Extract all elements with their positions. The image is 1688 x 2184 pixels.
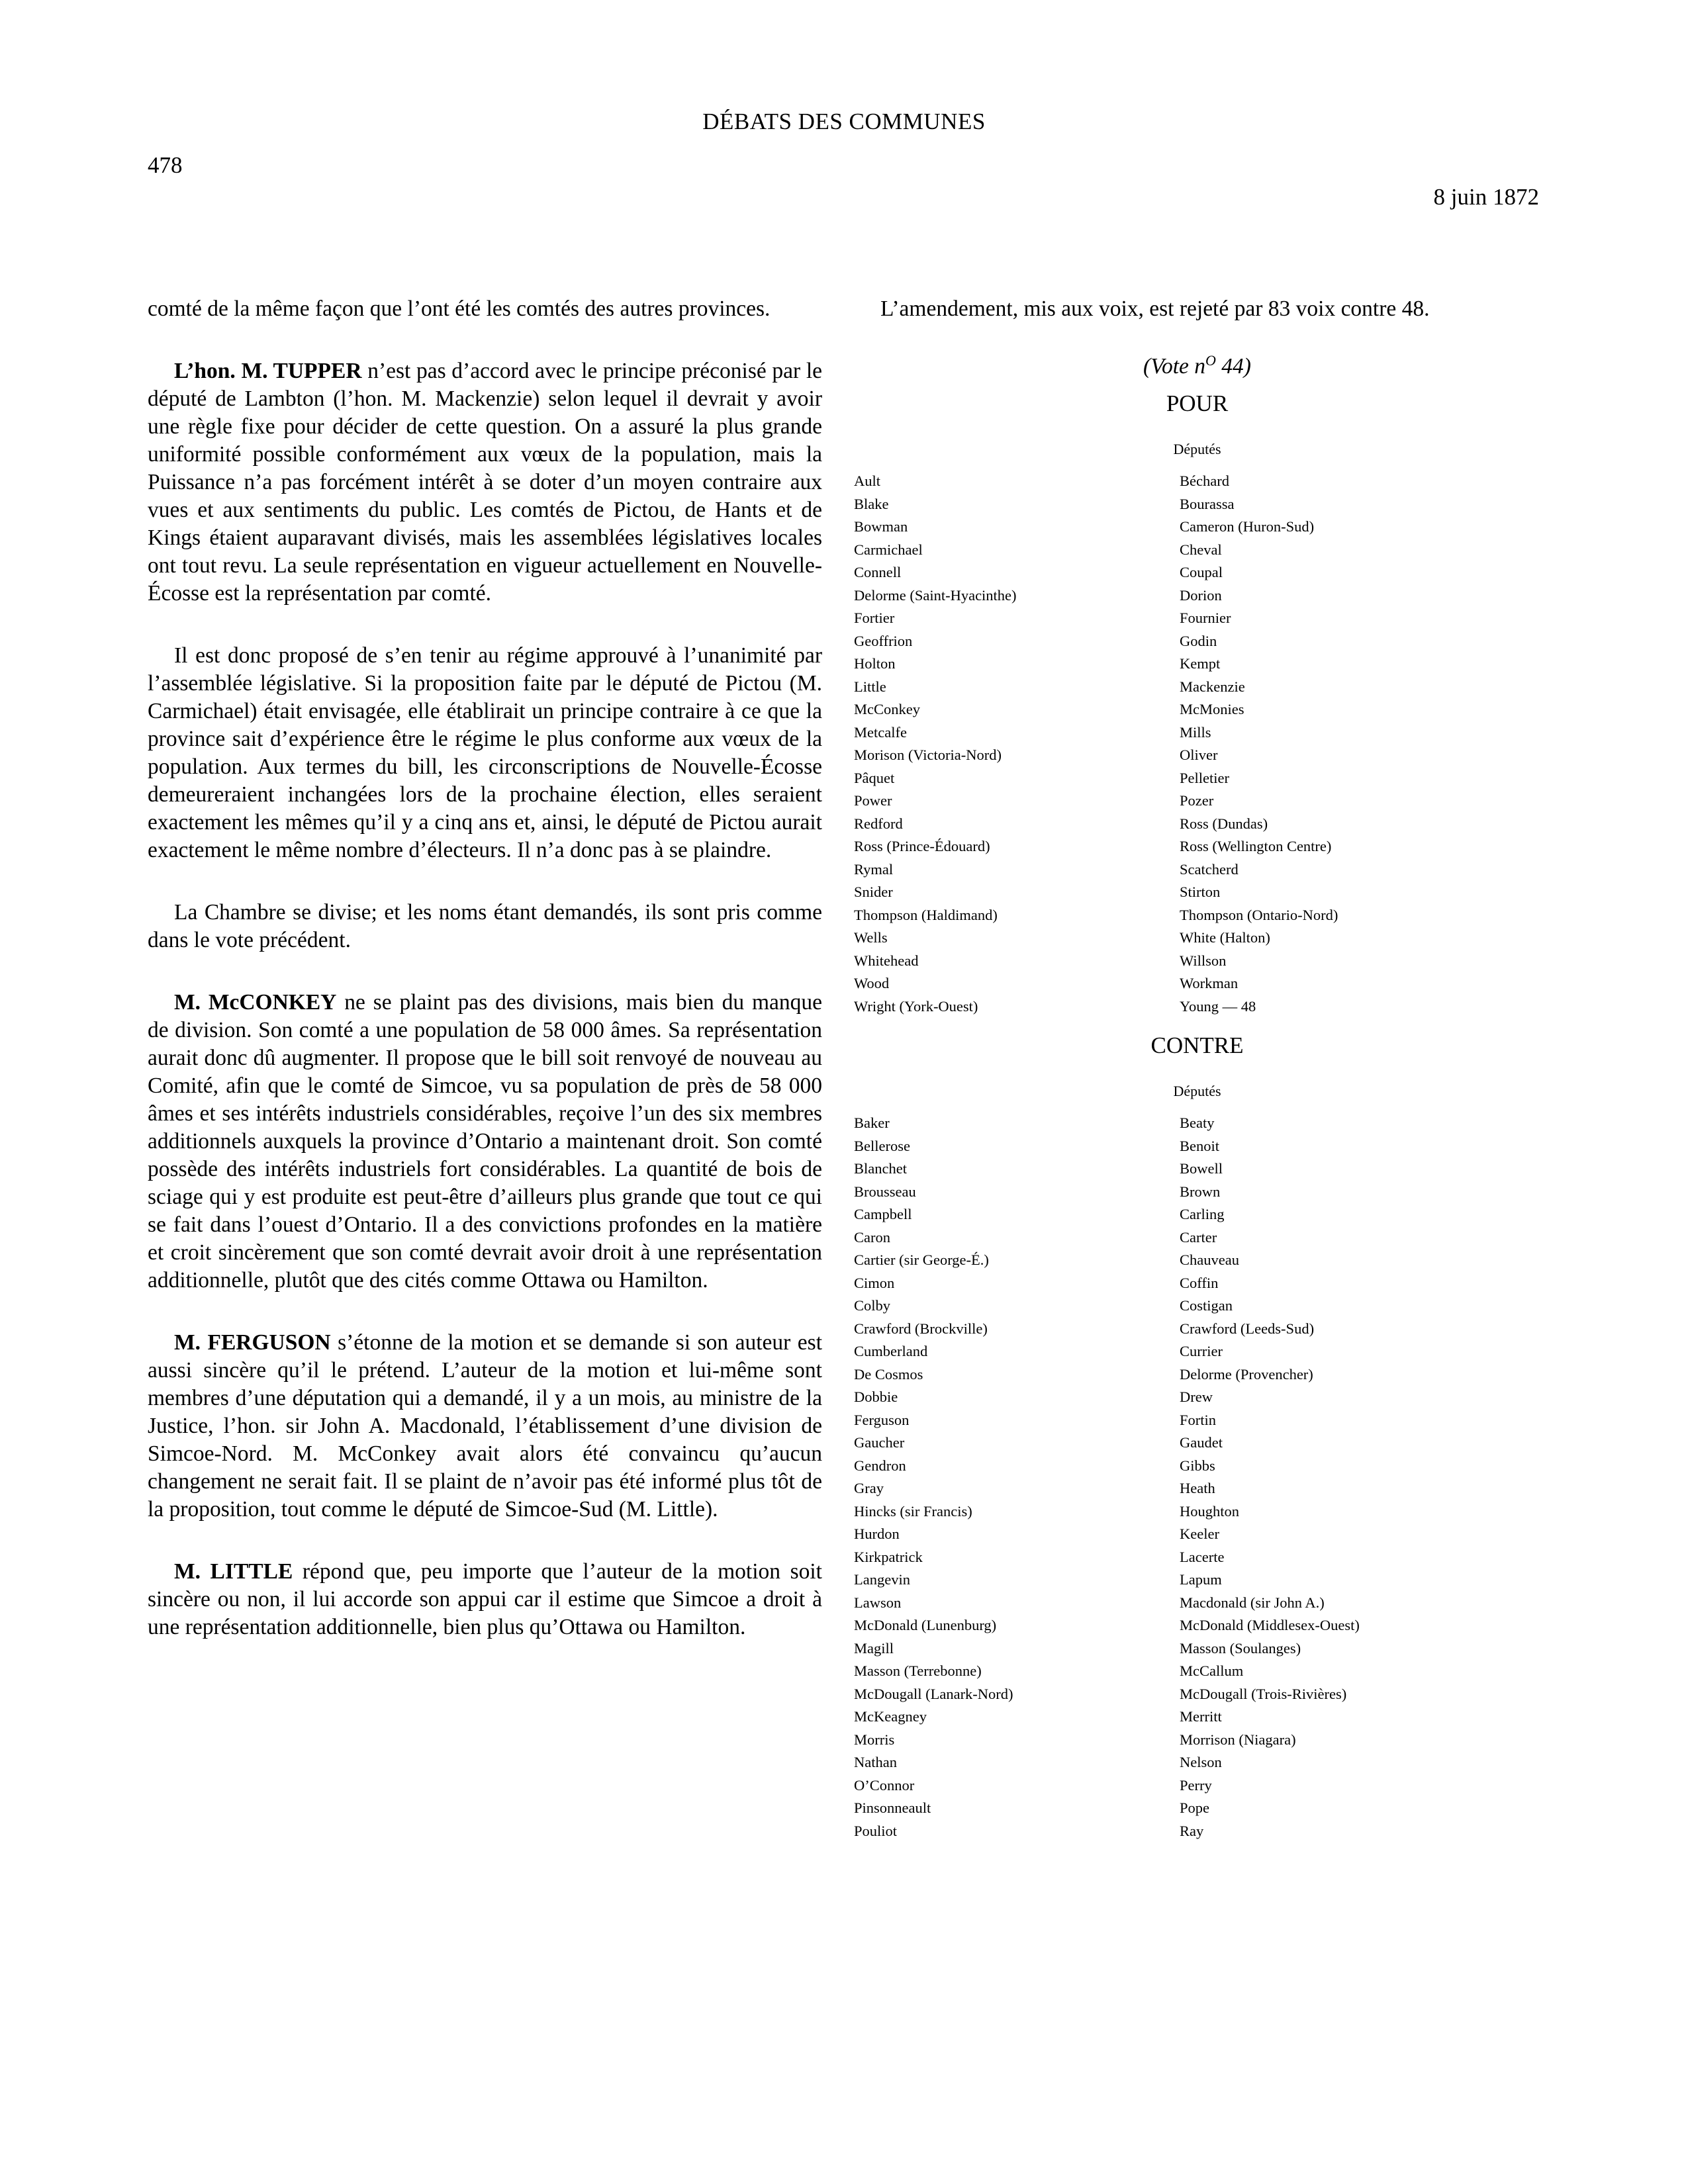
member-name: Workman (1180, 975, 1239, 991)
member-name: Willson (1180, 952, 1227, 969)
member-name: Wood (854, 975, 890, 991)
member-name: Stirton (1180, 884, 1221, 900)
member-name: Pelletier (1180, 769, 1229, 786)
member-name: O’Connor (854, 1776, 915, 1794)
member-name: Crawford (Brockville) (854, 1320, 988, 1337)
member-name: Cartier (sir George-É.) (854, 1251, 989, 1268)
paragraph: La Chambre se divise; et les noms étant demandés, ils sont pris comme dans le vote précédent. (148, 900, 822, 952)
member-name: Delorme (Saint-Hyacinthe) (854, 586, 1017, 604)
member-name: McConkey (854, 701, 920, 717)
member-name: Scatcherd (1180, 860, 1239, 878)
member-name: Geoffrion (854, 632, 913, 649)
member-name: Gaudet (1180, 1434, 1223, 1451)
member-name: Carmichael (854, 541, 923, 558)
member-name: Kirkpatrick (854, 1548, 923, 1565)
member-name: Thompson (Haldimand) (854, 906, 998, 923)
member-name: Hurdon (854, 1525, 900, 1542)
member-name: Fortier (854, 610, 895, 626)
member-name: Baker (854, 1115, 890, 1131)
pour-list (854, 470, 1540, 1018)
member-name: Bowman (854, 518, 908, 535)
member-name: Wright (York-Ouest) (854, 997, 978, 1015)
pour-list-column-1 (854, 470, 1180, 1018)
member-name: McDonald (Lunenburg) (854, 1617, 997, 1633)
member-name: Carling (1180, 1206, 1225, 1222)
member-name: Crawford (Leeds-Sud) (1180, 1320, 1315, 1337)
speech-text: ne se plaint pas des divisions, mais bien du manque de division. Son comté a une population de 58 000 âmes. Sa représentation aurait donc dû augmenter. Il propose que le bill soit renvoyé de nouveau au Comité, afin que le comté de Simcoe, vu sa population de près de 58 000 âmes et ses intérêts industriels considérables, reçoive l’un des six membres additionnels auxquels la province d’Ontario a maintenant droit. Son comté possède des intérêts industriels fort considérables. La quantité de bois de sciage qui y est produite est peut-être d’ailleurs plus grande que tout ce qui se fait dans l’ouest d’Ontario. Il a des convictions profondes en la matière et croit sincèrement que son comté devrait avoir droit à une représentation additionnelle, plutôt que des cités comme Ottawa ou Hamilton. (148, 990, 822, 1293)
member-name: Ross (Prince-Édouard) (854, 838, 990, 854)
member-name: Gendron (854, 1457, 906, 1474)
pour-heading: POUR (1166, 390, 1229, 416)
member-name: Kempt (1180, 655, 1221, 672)
vote-number-suffix: 44) (1215, 354, 1251, 379)
paragraph: comté de la même façon que l’ont été les comtés des autres provinces. (148, 296, 771, 321)
member-name: Brown (1180, 1183, 1221, 1200)
member-name: McDougall (Lanark-Nord) (854, 1685, 1013, 1702)
member-name: Drew (1180, 1388, 1213, 1405)
member-name: Morrison (Niagara) (1180, 1731, 1296, 1748)
member-name: Connell (854, 564, 902, 580)
member-name: Nelson (1180, 1754, 1222, 1770)
member-name: Thompson (Ontario-Nord) (1180, 906, 1338, 923)
member-name: Chauveau (1180, 1251, 1239, 1268)
right-column (854, 295, 1540, 1843)
page-number: 478 (148, 152, 183, 178)
member-name: Dobbie (854, 1388, 898, 1405)
member-name: Heath (1180, 1480, 1215, 1496)
member-name: Cimon (854, 1274, 895, 1291)
member-name: Young — 48 (1180, 997, 1256, 1015)
member-name: De Cosmos (854, 1365, 923, 1383)
member-name: Caron (854, 1228, 890, 1246)
member-name: Holton (854, 655, 896, 672)
member-name: Costigan (1180, 1297, 1233, 1314)
member-name: Cameron (Huron-Sud) (1180, 518, 1315, 535)
member-name: Beaty (1180, 1115, 1215, 1131)
member-name: Cumberland (854, 1343, 928, 1359)
member-name: Gaucher (854, 1434, 905, 1451)
member-name: Delorme (Provencher) (1180, 1365, 1313, 1383)
contre-subheading: Députés (1173, 1083, 1221, 1099)
speaker-name: M. McCONKEY (174, 990, 337, 1015)
member-name: Currier (1180, 1343, 1223, 1359)
member-name: Keeler (1180, 1525, 1219, 1542)
member-name: Carter (1180, 1228, 1217, 1246)
member-name: Magill (854, 1639, 894, 1657)
member-name: Wells (854, 929, 888, 946)
member-name: Perry (1180, 1776, 1212, 1794)
member-name: Little (854, 678, 886, 695)
member-name: Blanchet (854, 1160, 907, 1177)
member-name: Ross (Dundas) (1180, 815, 1268, 832)
paragraph (148, 989, 822, 1295)
contre-list (854, 1112, 1540, 1843)
member-name: Lacerte (1180, 1548, 1225, 1565)
member-name: Houghton (1180, 1502, 1239, 1520)
pour-list-column-2 (1180, 470, 1511, 1018)
member-name: Mills (1180, 723, 1211, 741)
member-name: Lawson (854, 1594, 902, 1611)
member-name: Mackenzie (1180, 678, 1245, 695)
member-name: Pâquet (854, 769, 895, 786)
member-name: Godin (1180, 632, 1217, 649)
member-name: Pinsonneault (854, 1799, 931, 1816)
speaker-name: M. LITTLE (174, 1559, 293, 1584)
member-name: Metcalfe (854, 723, 907, 741)
member-name: Masson (Terrebonne) (854, 1662, 982, 1679)
member-name: Colby (854, 1297, 891, 1314)
member-name: White (Halton) (1180, 929, 1270, 946)
pour-subheading: Députés (1173, 441, 1221, 457)
speech-text: s’étonne de la motion et se demande si son auteur est aussi sincère qu’il le prétend. L’auteur de la motion et lui-même sont membres d’une députation qui a demandé, il y a un mois, au ministre de la Justice, l’hon. sir John A. Macdonald, l’établissement d’une division de Simcoe-Nord. M. McConkey avait alors été convaincu qu’aucun changement ne serait fait. Il se plaint de n’avoir pas été informé plus tôt de la proposition, tout comme le député de Simcoe-Sud (M. Little). (148, 1330, 823, 1522)
speech-text: n’est pas d’accord avec le principe préconisé par le député de Lambton (l’hon. M. Mackenzie) selon lequel il devrait y avoir une règle fixe pour décider de cette question. On a assuré la plus grande uniformité possible conformément aux vœux de la population, mais la Puissance n’a pas forcément intérêt à se doter d’un moyen contraire aux vues et aux sentiments du public. Les comtés de Pictou, de Hants et de Kings étaient auparavant divisés, mais les assemblées législatives locales ont tout revu. La seule représentation en vigueur actuellement en Nouvelle-Écosse est la représentation par comté. (148, 359, 823, 606)
member-name: Bellerose (854, 1137, 910, 1154)
member-name: Morris (854, 1731, 895, 1748)
paragraph (148, 357, 822, 608)
member-name: Redford (854, 815, 903, 832)
speech-text: répond que, peu importe que l’auteur de la motion soit sincère ou non, il lui accorde son appui car il estime que Simcoe a droit à une représentation additionnelle, bien plus qu’Ottawa ou Hamilton. (148, 1559, 822, 1639)
paragraph: Il est donc proposé de s’en tenir au régime approuvé à l’unanimité par l’assemblée législative. Si la proposition faite par le député de Pictou (M. Carmichael) était envisagée, elle établirait un principe contraire à ce que la province sait d’expérience être le régime le plus conforme aux vœux de la population. Aux termes du bill, les circonscriptions de Nouvelle-Écosse demeureraient inchangées lors de la prochaine élection, elles seraient exactement les mêmes qu’il y a cinq ans et, ainsi, le député de Pictou aurait exactement le même nombre d’électeurs. Il n’a donc pas à se plaindre. (148, 643, 822, 862)
member-name: McMonies (1180, 701, 1244, 717)
member-name: Pope (1180, 1799, 1209, 1816)
member-name: Oliver (1180, 747, 1218, 763)
member-name: Bowell (1180, 1160, 1223, 1177)
member-name: McCallum (1180, 1662, 1244, 1679)
member-name: Gray (854, 1480, 884, 1496)
member-name: Dorion (1180, 586, 1222, 604)
member-name: Brousseau (854, 1183, 916, 1200)
running-title: DÉBATS DES COMMUNES (702, 109, 986, 134)
member-name: Morison (Victoria-Nord) (854, 747, 1002, 763)
member-name: Benoit (1180, 1137, 1219, 1154)
member-name: Cheval (1180, 541, 1222, 558)
member-name: Fournier (1180, 610, 1231, 626)
member-name: Fortin (1180, 1411, 1217, 1428)
member-name: Bourassa (1180, 495, 1235, 512)
member-name: Pouliot (854, 1822, 898, 1839)
member-name: Lapum (1180, 1571, 1222, 1588)
page-date: 8 juin 1872 (1433, 184, 1539, 210)
contre-heading: CONTRE (1150, 1032, 1244, 1058)
member-name: Campbell (854, 1206, 912, 1222)
speaker-name: M. FERGUSON (174, 1330, 331, 1355)
member-name: Nathan (854, 1754, 897, 1770)
member-name: McDonald (Middlesex-Ouest) (1180, 1617, 1360, 1633)
contre-list-column-2 (1180, 1112, 1511, 1843)
paragraph (148, 1329, 822, 1524)
member-name: Pozer (1180, 792, 1214, 809)
member-name: Blake (854, 495, 889, 512)
member-name: Coffin (1180, 1274, 1219, 1291)
member-name: Ault (854, 473, 881, 489)
left-column (148, 295, 822, 1676)
member-name: Ross (Wellington Centre) (1180, 838, 1332, 854)
member-name: Snider (854, 884, 893, 900)
member-name: McDougall (Trois-Rivières) (1180, 1685, 1347, 1702)
member-name: Ray (1180, 1822, 1204, 1839)
vote-number-prefix: (Vote n (1143, 354, 1206, 379)
speaker-name: L’hon. M. TUPPER (174, 359, 362, 383)
member-name: Béchard (1180, 473, 1229, 489)
member-name: Gibbs (1180, 1457, 1215, 1474)
member-name: Ferguson (854, 1411, 910, 1428)
vote-number (854, 352, 1540, 381)
vote-number-sup: O (1205, 352, 1216, 369)
contre-list-column-1 (854, 1112, 1180, 1843)
member-name: Merritt (1180, 1708, 1222, 1725)
member-name: Power (854, 792, 892, 809)
member-name: Macdonald (sir John A.) (1180, 1594, 1325, 1611)
member-name: Langevin (854, 1571, 910, 1588)
member-name: Coupal (1180, 564, 1223, 580)
member-name: McKeagney (854, 1708, 927, 1725)
member-name: Rymal (854, 860, 894, 878)
member-name: Masson (Soulanges) (1180, 1639, 1301, 1657)
vote-result: L’amendement, mis aux voix, est rejeté par 83 voix contre 48. (880, 296, 1430, 321)
member-name: Whitehead (854, 952, 919, 969)
member-name: Hincks (sir Francis) (854, 1502, 972, 1520)
paragraph (148, 1558, 822, 1641)
